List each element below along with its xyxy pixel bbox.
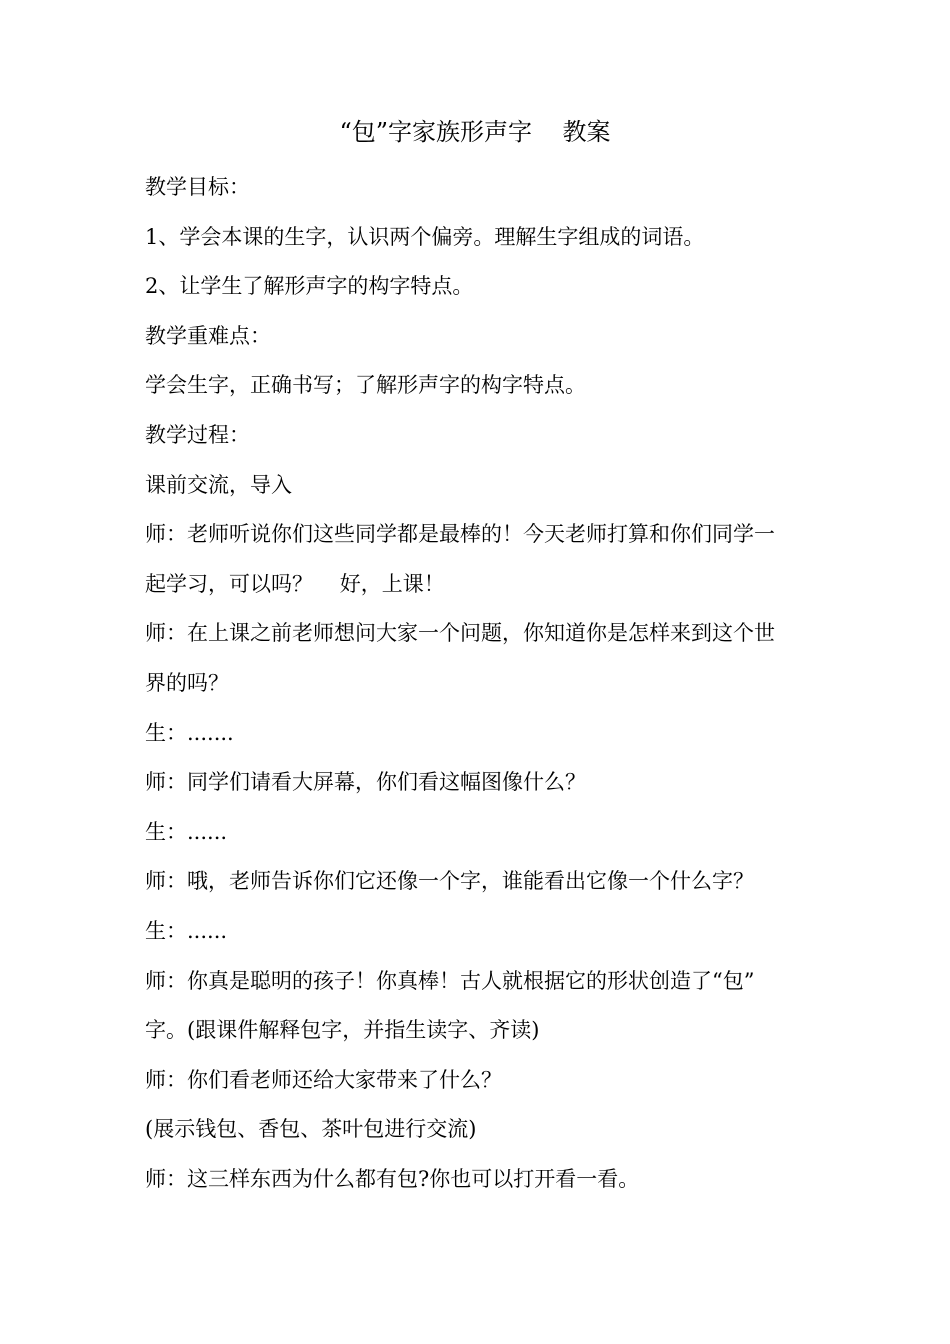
paragraph-line: 学会生字，正确书写；了解形声字的构字特点。 [145,373,586,398]
paragraph-line: 1、学会本课的生字，认识两个偏旁。理解生字组成的词语。 [145,224,705,249]
paragraph-line: 生：...... [145,819,228,844]
paragraph-line: (展示钱包、香包、茶叶包进行交流) [145,1117,477,1142]
paragraph-line: 界的吗？ [145,670,229,695]
paragraph-line: 课前交流，导入 [145,472,292,497]
paragraph-line: 师：哦，老师告诉你们它还像一个字，谁能看出它像一个什么字？ [145,869,754,894]
paragraph-line: 生：....... [145,720,234,745]
paragraph-line: 师：你真是聪明的孩子！你真棒！古人就根据它的形状创造了“包” [145,968,755,993]
paragraph-line: 师：同学们请看大屏幕，你们看这幅图像什么？ [145,770,586,795]
paragraph-line: 生：...... [145,918,228,943]
paragraph-line: 师：老师听说你们这些同学都是最棒的！今天老师打算和你们同学一 [145,522,775,547]
document-title: “包”字家族形声字 教案 [339,118,611,146]
paragraph-line: 师：你们看老师还给大家带来了什么？ [145,1067,502,1092]
paragraph-line: 教学目标： [145,175,250,199]
paragraph-line: 教学过程： [145,422,250,447]
paragraph-line: 2、让学生了解形声字的构字特点。 [145,274,474,299]
paragraph-line: 师：在上课之前老师想问大家一个问题，你知道你是怎样来到这个世 [145,621,775,646]
paragraph-line: 教学重难点： [145,323,271,348]
paragraph-line: 师：这三样东西为什么都有包?你也可以打开看一看。 [145,1166,640,1191]
document-body [145,166,817,1207]
paragraph-line: 字。(跟课件解释包字，并指生读字、齐读) [145,1018,540,1043]
paragraph-line: 起学习，可以吗？ 好，上课！ [145,571,445,596]
